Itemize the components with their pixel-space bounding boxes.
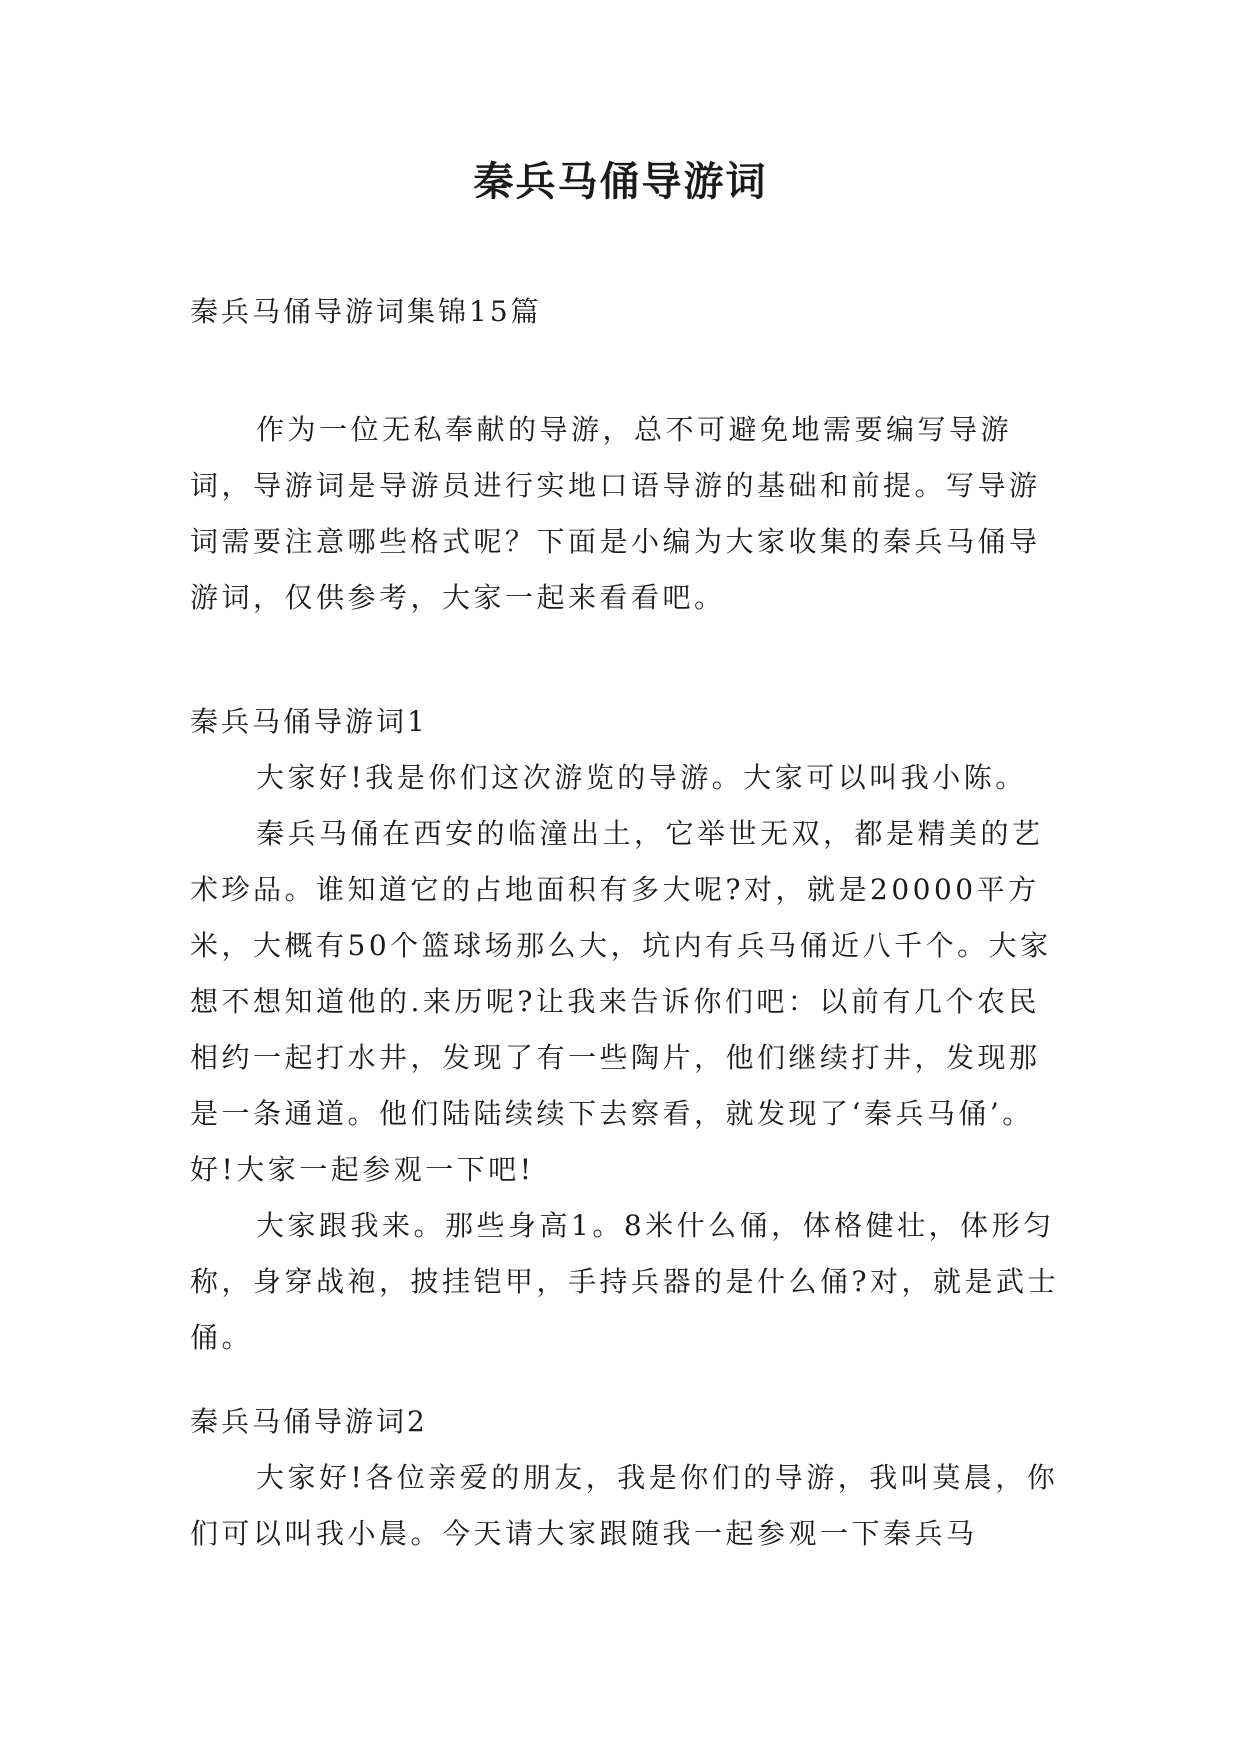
section-1 xyxy=(190,694,1060,1366)
section-heading: 秦兵马俑导游词2 xyxy=(190,1405,428,1438)
section-heading: 秦兵马俑导游词1 xyxy=(190,705,428,738)
document-title: 秦兵马俑导游词 xyxy=(473,159,768,205)
intro-paragraph: 作为一位无私奉献的导游，总不可避免地需要编写导游词，导游词是导游员进行实地口语导游的基础和前提。写导游词需要注意哪些格式呢？下面是小编为大家收集的秦兵马俑导游词，仅供参考，大家一起来看看吧。 xyxy=(190,413,1041,614)
section-paragraph: 大家好!各位亲爱的朋友，我是你们的导游，我叫莫晨，你们可以叫我小晨。今天请大家跟随我一起参观一下秦兵马 xyxy=(190,1461,1059,1550)
document-subtitle: 秦兵马俑导游词集锦15篇 xyxy=(190,295,542,328)
section-paragraph: 大家跟我来。那些身高1。8米什么俑，体格健壮，体形匀称，身穿战袍，披挂铠甲，手持兵器的是什么俑?对，就是武士俑。 xyxy=(190,1209,1060,1354)
section-2 xyxy=(190,1394,1060,1562)
section-paragraph: 秦兵马俑在西安的临潼出土，它举世无双，都是精美的艺术珍品。谁知道它的占地面积有多大呢?对，就是20000平方米，大概有50个篮球场那么大，坑内有兵马俑近八千个。大家想不想知道他的.来历呢?让我来告诉你们吧：以前有几个农民相约一起打水井，发现了有一些陶片，他们继续打井，发现那是一条通道。他们陆陆续续下去察看，就发现了‘秦兵马俑’。好!大家一起参观一下吧! xyxy=(190,817,1052,1186)
section-paragraph: 大家好!我是你们这次游览的导游。大家可以叫我小陈。 xyxy=(256,761,1027,794)
